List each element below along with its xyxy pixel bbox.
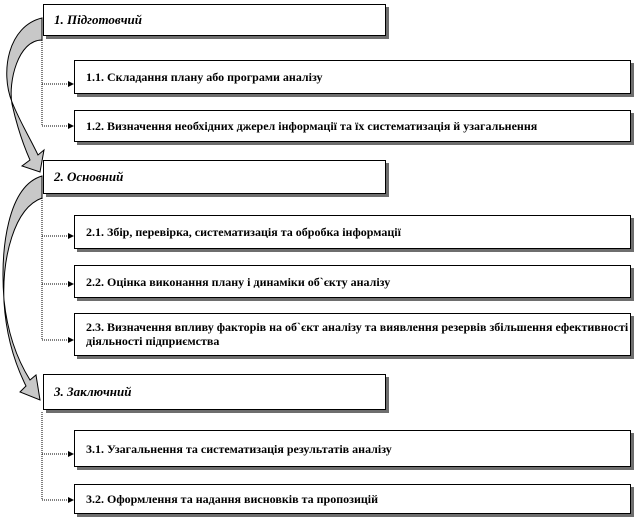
step-2-3-box [74, 313, 631, 356]
step-2-2-box [74, 265, 631, 298]
step-1-2-label: 1.2. Визначення необхідних джерел інформації та їх систематизація й узагальнення [86, 119, 538, 133]
step-3-2-label: 3.2. Оформлення та надання висновків та пропозицій [86, 492, 379, 506]
step-2-1-label: 2.1. Збір, перевірка, систематизація та обробка інформації [86, 225, 401, 239]
stage-2-title: 2. Основний [54, 169, 124, 184]
step-3-2-box [74, 484, 631, 514]
stage-1-box [43, 4, 386, 36]
step-3-1-label: 3.1. Узагальнення та систематизація результатів аналізу [86, 441, 392, 456]
curved-arrow-stage1-to-stage2 [7, 18, 44, 172]
step-3-1-box [74, 430, 631, 467]
stage-3-title: 3. Заключний [54, 384, 132, 399]
stage-3-box [43, 374, 386, 410]
step-1-1-box [74, 60, 631, 94]
connector-arrows [42, 84, 70, 500]
stage-1-title: 1. Підготовчий [54, 12, 143, 27]
step-2-3-label: 2.3. Визначення впливу факторів на об`єкт аналізу та виявлення резервів збільшення ефективності діяльності підприємства [86, 320, 629, 348]
step-2-2-label: 2.2. Оцінка виконання плану і динаміки об`єкту аналізу [86, 274, 391, 289]
curved-arrow-stage2-to-stage3 [3, 176, 42, 400]
step-1-1-label: 1.1. Складання плану або програми аналізу [86, 70, 323, 84]
stage-2-box [43, 160, 386, 194]
step-2-1-box [74, 215, 631, 249]
step-1-2-box [74, 110, 631, 142]
